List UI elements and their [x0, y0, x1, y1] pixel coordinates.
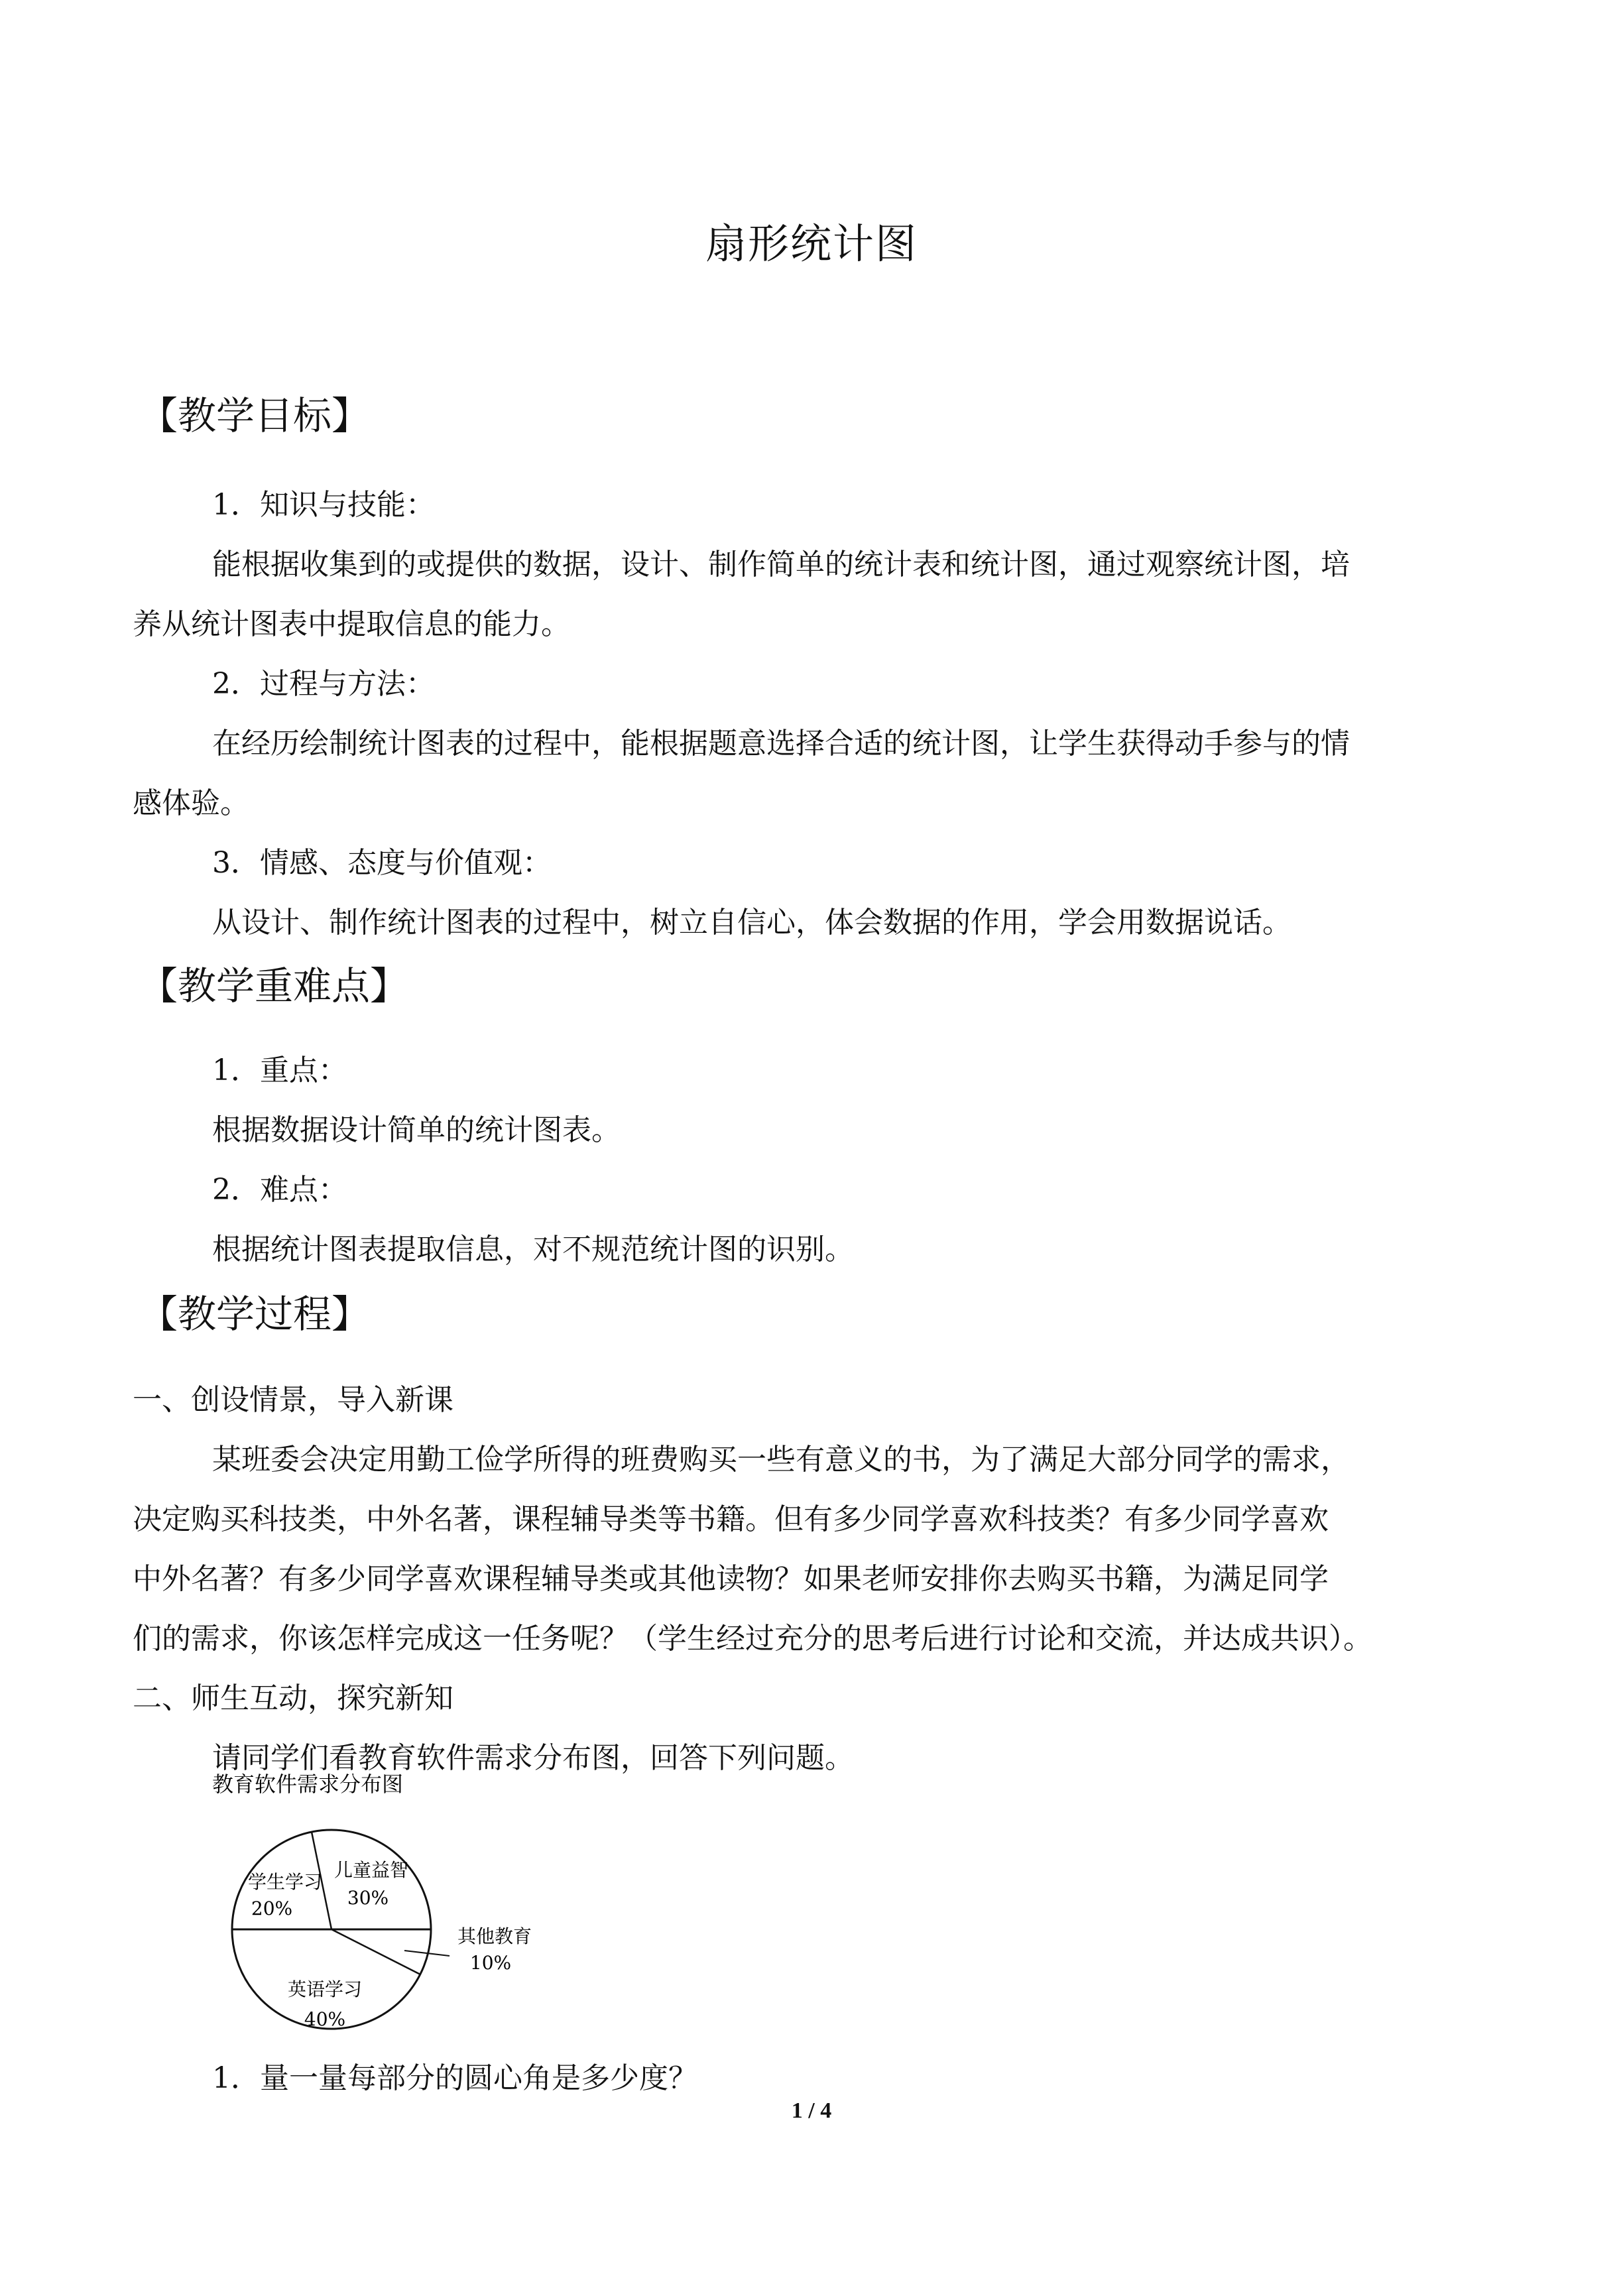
pie-chart-svg	[199, 1764, 570, 2069]
section-heading-process: 【教学过程】	[139, 1292, 371, 1337]
objective-2-line-1: 在经历绘制统计图表的过程中，能根据题意选择合适的统计图，让学生获得动手参与的情	[212, 727, 1350, 760]
part1-line-1: 某班委会决定用勤工俭学所得的班费购买一些有意义的书，为了满足大部分同学的需求，	[212, 1443, 1350, 1477]
section-heading-key-points: 【教学重难点】	[139, 963, 409, 1008]
slice-label-english: 英语学习	[287, 1978, 363, 2000]
section-heading-objectives: 【教学目标】	[139, 393, 371, 438]
part2-intro: 请同学们看教育软件需求分布图，回答下列问题。	[212, 1741, 854, 1775]
chart-title: 教育软件需求分布图	[212, 1772, 404, 1797]
objective-2-line-2: 感体验。	[133, 786, 249, 820]
objective-2-label: 2．过程与方法：	[212, 667, 435, 701]
slice-pct-english: 40%	[304, 2008, 346, 2030]
difficulty-label: 2．难点：	[212, 1173, 347, 1207]
slice-pct-child: 30%	[347, 1887, 389, 1909]
key-point-label: 1．重点：	[212, 1054, 347, 1087]
key-point-line: 根据数据设计简单的统计图表。	[212, 1113, 621, 1147]
objective-3-label: 3．情感、态度与价值观：	[212, 846, 552, 880]
part1-line-2: 决定购买科技类，中外名著，课程辅导类等书籍。但有多少同学喜欢科技类？有多少同学喜欢	[133, 1502, 1329, 1536]
slice-label-other: 其他教育	[457, 1925, 532, 1947]
pie-chart-education-software	[199, 1764, 570, 2071]
objective-1-line-2: 养从统计图表中提取信息的能力。	[133, 607, 570, 641]
objective-1-label: 1．知识与技能：	[212, 488, 435, 522]
part1-title: 一、创设情景，导入新课	[133, 1383, 453, 1417]
page-number: 1 / 4	[791, 2098, 832, 2123]
part1-line-4: 们的需求，你该怎样完成这一任务呢？（学生经过充分的思考后进行讨论和交流，并达成共识）。	[133, 1622, 1372, 1656]
part1-line-3: 中外名著？有多少同学喜欢课程辅导类或其他读物？如果老师安排你去购买书籍，为满足同学	[133, 1562, 1329, 1596]
document-title: 扇形统计图	[705, 219, 918, 268]
part2-title: 二、师生互动，探究新知	[133, 1681, 453, 1715]
slice-label-student: 学生学习	[247, 1871, 323, 1893]
slice-label-child: 儿童益智	[333, 1859, 409, 1881]
question-1: 1．量一量每部分的圆心角是多少度？	[212, 2061, 697, 2095]
objective-1-line-1: 能根据收集到的或提供的数据，设计、制作简单的统计表和统计图，通过观察统计图，培	[212, 548, 1350, 581]
objective-3-line-1: 从设计、制作统计图表的过程中，树立自信心，体会数据的作用，学会用数据说话。	[212, 906, 1292, 939]
difficulty-line: 根据统计图表提取信息，对不规范统计图的识别。	[212, 1233, 854, 1266]
slice-pct-other: 10%	[469, 1952, 512, 1974]
slice-pct-student: 20%	[251, 1898, 293, 1919]
